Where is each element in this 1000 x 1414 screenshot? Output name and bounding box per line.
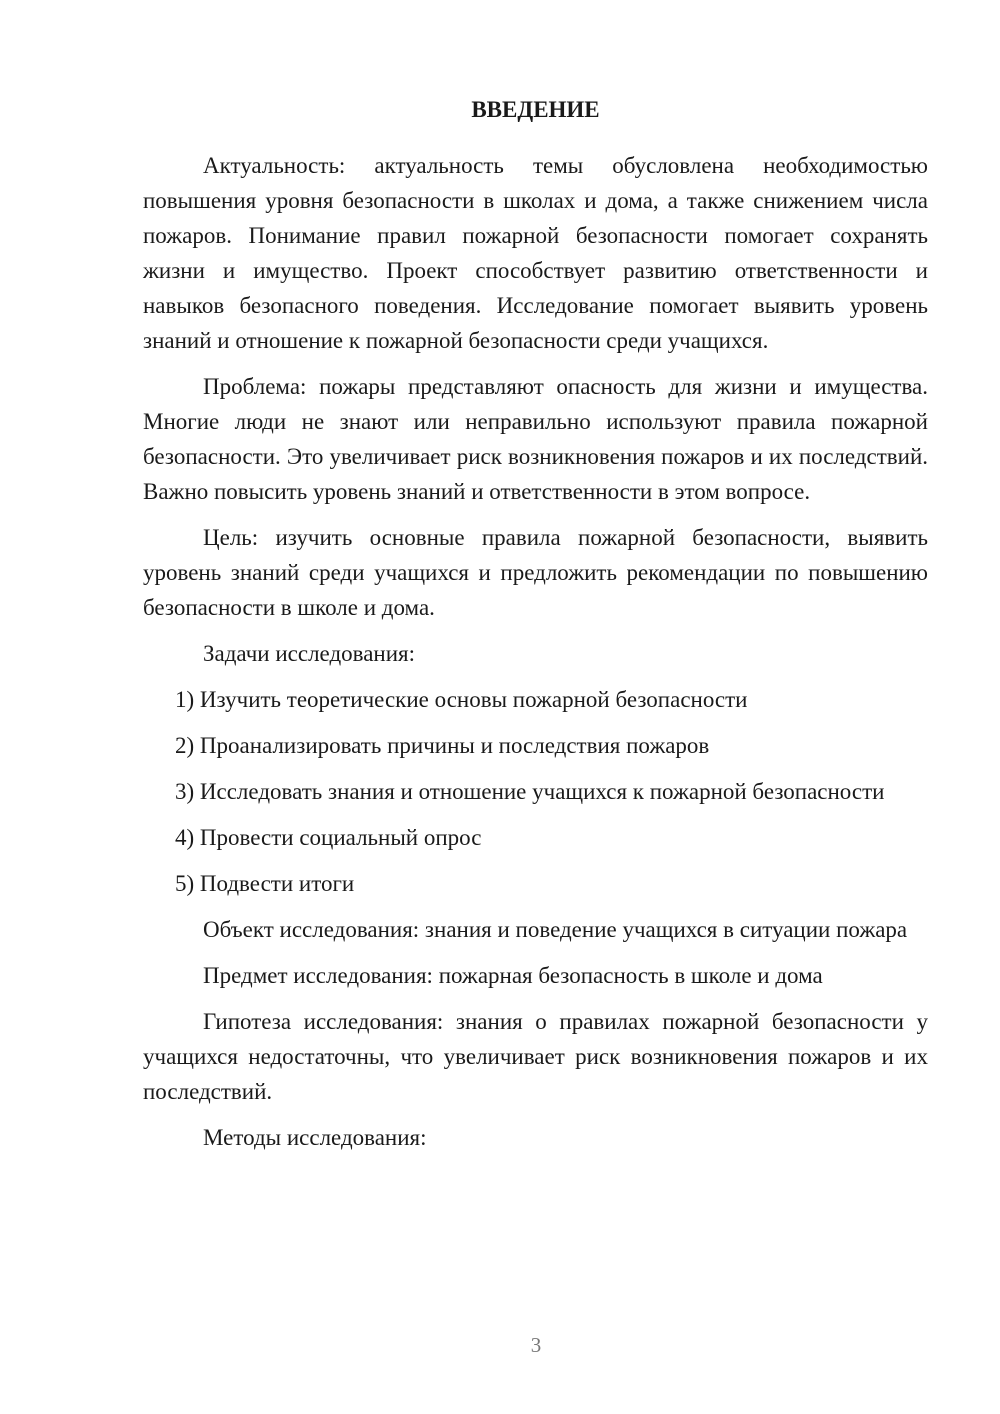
object-paragraph: Объект исследования: знания и поведение учащихся в ситуации пожара [203, 917, 908, 942]
subject-paragraph: Предмет исследования: пожарная безопасность в школе и дома [203, 963, 823, 988]
page-number: 3 [530, 1333, 542, 1357]
section-title: ВВЕДЕНИЕ [471, 97, 600, 122]
task-item: 5) Подвести итоги [175, 871, 355, 896]
task-item: 1) Изучить теоретические основы пожарной безопасности [175, 687, 748, 712]
task-item: 4) Провести социальный опрос [175, 825, 482, 850]
tasks-list [143, 682, 928, 901]
goal-paragraph: Цель: изучить основные правила пожарной безопасности, выявить уровень знаний среди учащихся и предложить рекомендации по повышению безопасности в школе и дома. [143, 525, 928, 620]
tasks-heading: Задачи исследования: [203, 641, 416, 666]
page-content [143, 92, 928, 1166]
relevance-paragraph: Актуальность: актуальность темы обусловлена необходимостью повышения уровня безопасности в школах и дома, а также снижением числа пожаров. Понимание правил пожарной безопасности помогает сохранять жизни и имущество. Проект способствует развитию ответственности и навыков безопасного поведения. Исследование помогает выявить уровень знаний и отношение к пожарной безопасности среди учащихся. [143, 153, 928, 353]
hypothesis-paragraph: Гипотеза исследования: знания о правилах пожарной безопасности у учащихся недостаточны, что увеличивает риск возникновения пожаров и их последствий. [143, 1009, 928, 1104]
problem-paragraph: Проблема: пожары представляют опасность для жизни и имущества. Многие люди не знают или неправильно используют правила пожарной безопасности. Это увеличивает риск возникновения пожаров и их последствий. Важно повысить уровень знаний и ответственности в этом вопросе. [143, 374, 928, 504]
task-item: 2) Проанализировать причины и последствия пожаров [175, 733, 710, 758]
methods-heading: Методы исследования: [203, 1125, 427, 1150]
task-item: 3) Исследовать знания и отношение учащихся к пожарной безопасности [175, 779, 885, 804]
